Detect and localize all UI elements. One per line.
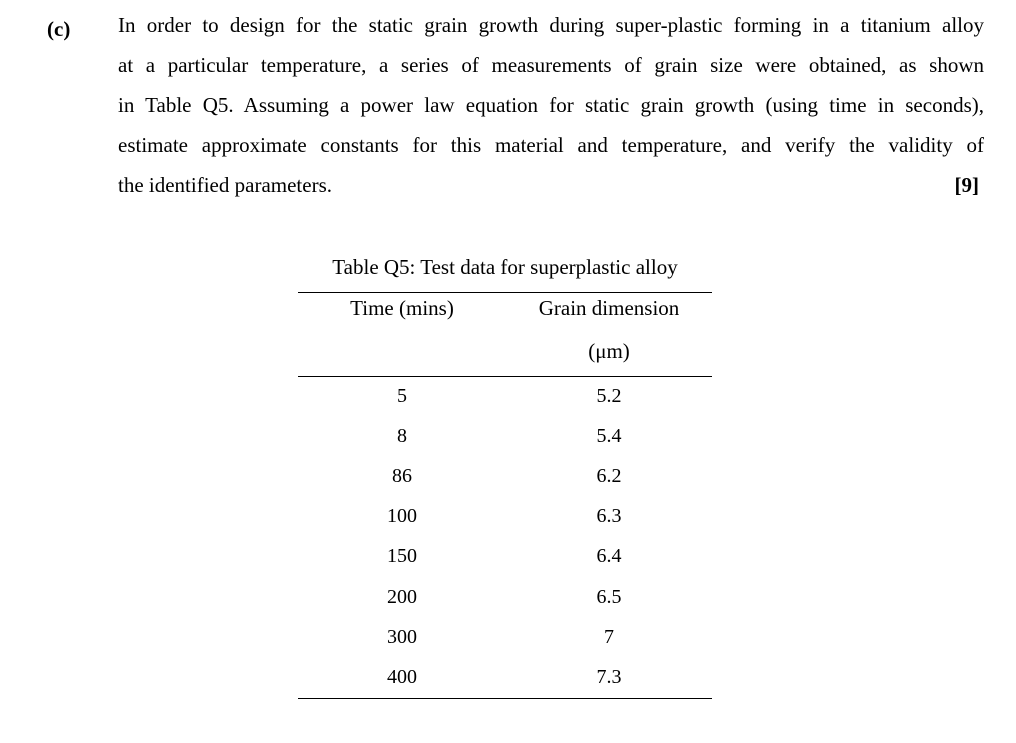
grain-cell: 5.4 (596, 424, 622, 447)
grain-cell: 6.3 (596, 505, 622, 528)
table-caption: Table Q5: Test data for superplastic alloy (332, 255, 678, 279)
grain-cell: 6.4 (596, 545, 622, 568)
question-label: (c) (47, 17, 71, 41)
question-line: at a particular temperature, a series of measurements of grain size were obtained, as shown (118, 53, 984, 77)
table-row (298, 456, 712, 496)
time-cell: 200 (387, 585, 417, 608)
column-header-grain-unit: (μm) (588, 339, 630, 363)
time-cell: 150 (387, 545, 417, 568)
time-cell: 5 (397, 384, 407, 407)
time-cell: 300 (387, 625, 417, 648)
table-row (298, 617, 712, 657)
grain-cell: 7.3 (596, 665, 622, 688)
table-row (298, 376, 712, 416)
time-cell: 400 (387, 665, 417, 688)
grain-cell: 6.5 (596, 585, 622, 608)
grain-cell: 7 (604, 625, 614, 648)
time-cell: 86 (392, 464, 412, 487)
column-header-grain: Grain dimension (538, 296, 680, 320)
table-row (298, 497, 712, 537)
table-body (298, 376, 712, 698)
question-text (118, 5, 984, 205)
table-row (298, 657, 712, 697)
question-line: In order to design for the static grain growth during super-plastic forming in a titanium alloy (118, 13, 984, 37)
question-line: in Table Q5. Assuming a power law equation for static grain growth (using time in seconds), (118, 93, 984, 117)
table-bottom-rule (298, 698, 712, 699)
table-row (298, 577, 712, 617)
grain-cell: 5.2 (596, 384, 622, 407)
marks-allocation: [9] (954, 173, 979, 197)
time-cell: 100 (387, 505, 417, 528)
time-cell: 8 (397, 424, 407, 447)
question-line: the identified parameters. (118, 173, 332, 197)
grain-cell: 6.2 (596, 464, 622, 487)
column-header-time: Time (mins) (350, 296, 454, 320)
table-row (298, 537, 712, 577)
question-line: estimate approximate constants for this material and temperature, and verify the validity of (118, 133, 984, 157)
table-row (298, 416, 712, 456)
